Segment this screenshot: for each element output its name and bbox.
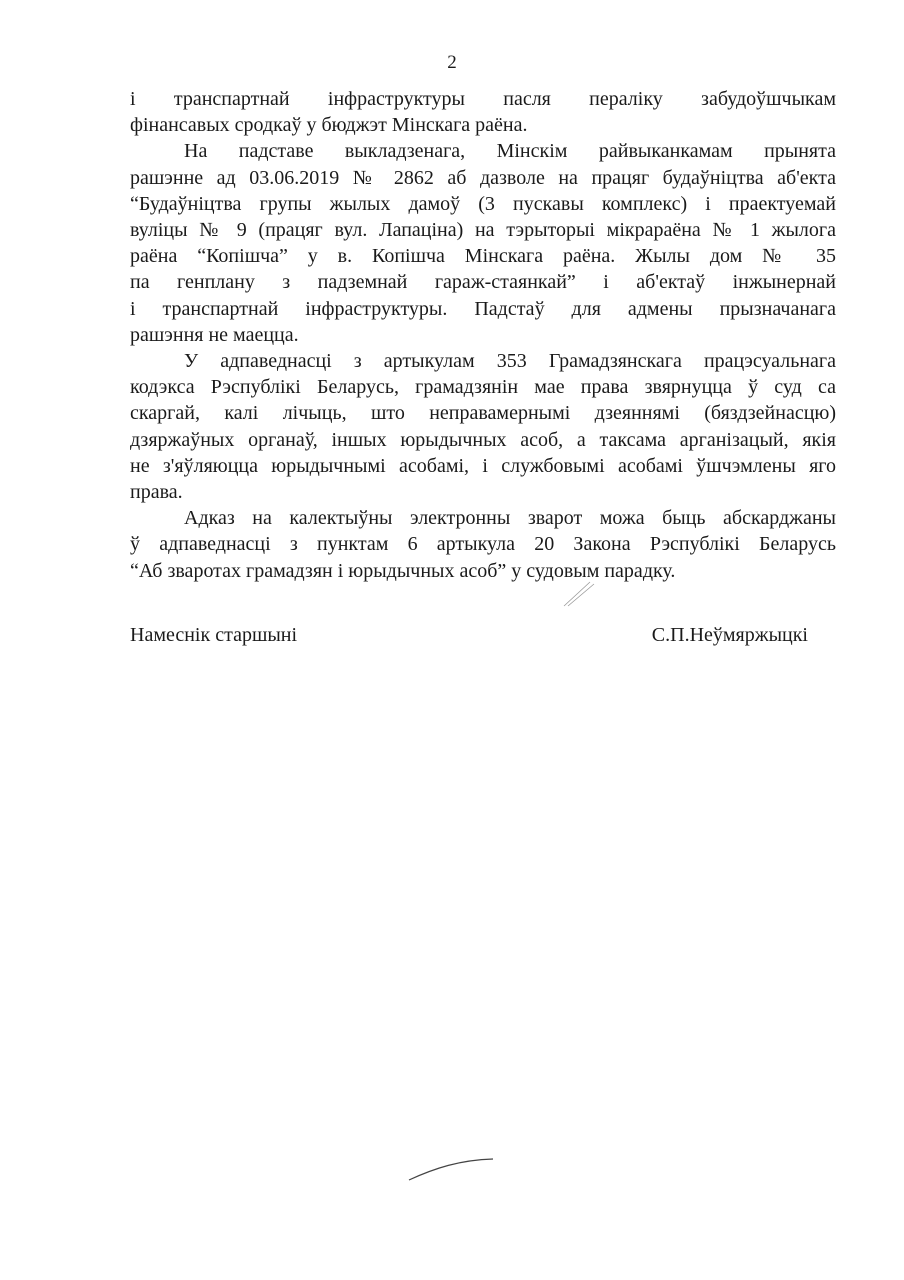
paragraph-4: [130, 505, 836, 584]
text-line: рашэнне ад 03.06.2019 № 2862 аб дазволе на працяг будаўніцтва аб'екта: [130, 166, 836, 189]
letter-body: [130, 86, 836, 584]
text-line: кодэкса Рэспублікі Беларусь, грамадзянін мае права звярнуцца ў суд са: [130, 376, 836, 399]
signatory-title: Намеснік старшыні: [130, 624, 298, 646]
text-line: У адпаведнасці з артыкулам 353 Грамадзянскага працэсуальнага: [184, 350, 836, 373]
text-line: па генплану з падземнай гараж-стаянкай” і аб'ектаў інжынернай: [130, 271, 836, 294]
paragraph-1: [130, 86, 836, 138]
paragraph-2: [130, 138, 836, 348]
text-line: На падставе выкладзенага, Мінскім райвыканкамам прынята: [184, 140, 836, 163]
text-line: скаргай, калі лічыць, што неправамернымі дзеяннямі (бяздзейнасцю): [130, 402, 836, 425]
text-line: дзяржаўных органаў, іншых юрыдычных асоб, а таксама арганізацый, якія: [130, 428, 836, 451]
text-line: і транспартнай інфраструктуры пасля пераліку забудоўшчыкам: [130, 88, 836, 110]
paragraph-3: [130, 348, 836, 505]
text-line: Адказ на калектыўны электронны зварот можа быць абскарджаны: [184, 507, 836, 530]
text-line: раёна “Копішча” у в. Копішча Мінскага раёна. Жылы дом № 35: [130, 245, 836, 268]
signatory-name: С.П.Неўмяржыцкі: [651, 624, 808, 646]
text-line: “Аб зваротах грамадзян і юрыдычных асоб” у судовым парадку.: [130, 559, 676, 582]
pen-mark-icon: [560, 578, 600, 608]
text-line: права.: [130, 481, 183, 504]
text-line: вуліцы № 9 (працяг вул. Лапаціна) на тэрыторыі мікрараёна № 1 жылога: [130, 219, 836, 242]
text-line: “Будаўніцтва групы жылых дамоў (3 пускавы комплекс) і праектуемай: [130, 192, 836, 215]
text-line: фінансавых сродкаў у бюджэт Мінскага раёна.: [130, 114, 528, 137]
signature-stroke-icon: [405, 1150, 500, 1185]
text-line: не з'яўляюцца юрыдычнымі асобамі, і службовымі асобамі ўшчэмлены яго: [130, 454, 836, 477]
text-line: і транспартнай інфраструктуры. Падстаў для адмены прызначанага: [130, 297, 836, 320]
text-line: ў адпаведнасці з пунктам 6 артыкула 20 Закона Рэспублікі Беларусь: [130, 533, 836, 556]
page-number: 2: [447, 52, 457, 73]
text-line: рашэння не маецца.: [130, 323, 299, 346]
